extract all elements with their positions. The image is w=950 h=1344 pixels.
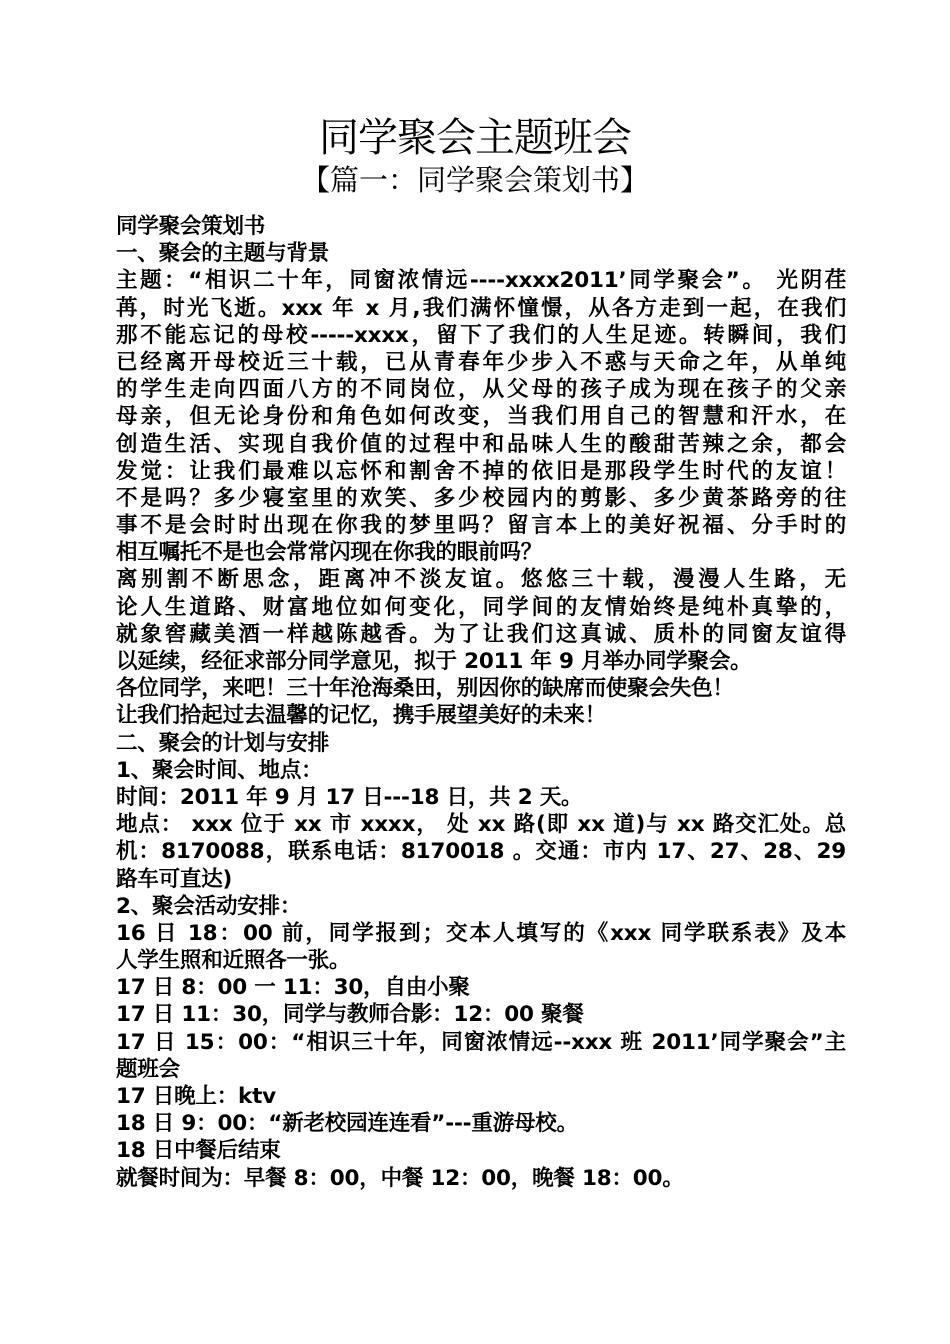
text-line: 18 日 9：00：“新老校园连连看”---重游母校。 bbox=[116, 1111, 578, 1137]
text-line: 一、聚会的主题与背景 bbox=[116, 241, 330, 267]
text-line: 17 日 8：00 一 11：30，自由小聚 bbox=[116, 975, 470, 1001]
text-line: 1、聚会时间、地点： bbox=[116, 757, 323, 783]
text-line: 地点： xxx 位于 xx 市 xxxx， 处 xx 路(即 xx 道)与 xx 路交汇处。总 bbox=[116, 812, 846, 838]
page-subtitle: 【篇一：同学聚会策划书】 bbox=[300, 163, 649, 197]
text-line: 那不能忘记的母校-----xxxx，留下了我们的人生足迹。转瞬间，我们 bbox=[116, 322, 846, 348]
text-line: 不是吗？多少寝室里的欢笑、多少校园内的剪影、多少黄茶路旁的往 bbox=[116, 485, 846, 511]
text-line: 论人生道路、财富地位如何变化，同学间的友情始终是纯朴真挚的， bbox=[116, 594, 846, 620]
text-line: 17 日 15：00：“相识三十年，同窗浓情远--xxx 班 2011’同学聚会”主 bbox=[116, 1029, 846, 1055]
text-line: 机：8170088，联系电话：8170018 。交通：市内 17、27、28、29 bbox=[116, 839, 846, 865]
text-line: 母亲，但无论身份和角色如何改变，当我们用自己的智慧和汗水，在 bbox=[116, 404, 846, 430]
text-line: 以延续，经征求部分同学意见，拟于 2011 年 9 月举办同学聚会。 bbox=[116, 649, 752, 674]
text-line: 就餐时间为：早餐 8：00，中餐 12：00，晚餐 18：00。 bbox=[116, 1165, 684, 1191]
page-title: 同学聚会主题班会 bbox=[319, 115, 631, 161]
text-line: 离别割不断思念，距离冲不淡友谊。悠悠三十载，漫漫人生路，无 bbox=[116, 567, 846, 593]
text-line: 二、聚会的计划与安排 bbox=[116, 730, 330, 756]
text-line: 题班会 bbox=[116, 1056, 180, 1082]
text-line: 16 日 18：00 前，同学报到；交本人填写的《xxx 同学联系表》及本 bbox=[116, 920, 846, 946]
text-line: 17 日 11：30，同学与教师合影：12：00 聚餐 bbox=[116, 1002, 584, 1028]
text-line: 时间：2011 年 9 月 17 日---18 日，共 2 天。 bbox=[116, 784, 583, 810]
text-line: 让我们拾起过去温馨的记忆，携手展望美好的未来！ bbox=[116, 703, 606, 729]
text-line: 主题：“相识二十年，同窗浓情远----xxxx2011’同学聚会”。 光阴荏 bbox=[116, 268, 846, 294]
document-body bbox=[116, 213, 846, 1192]
text-line: 各位同学，来吧！三十年沧海桑田，别因你的缺席而使聚会失色！ bbox=[116, 676, 734, 702]
text-line: 相互嘱托不是也会常常闪现在你我的眼前吗？ bbox=[116, 540, 543, 566]
text-line: 路车可直达) bbox=[116, 866, 233, 892]
text-line: 的学生走向四面八方的不同岗位，从父母的孩子成为现在孩子的父亲 bbox=[116, 377, 846, 403]
text-line: 事不是会时时出现在你我的梦里吗？留言本上的美好祝福、分手时的 bbox=[116, 513, 846, 539]
text-line: 就象窖藏美酒一样越陈越香。为了让我们这真诚、质朴的同窗友谊得 bbox=[116, 621, 846, 647]
text-line: 已经离开母校近三十载，已从青春年少步入不惑与天命之年，从单纯 bbox=[116, 349, 846, 375]
text-line: 2、聚会活动安排： bbox=[116, 893, 302, 919]
text-line: 创造生活、实现自我价值的过程中和品味人生的酸甜苦辣之余，都会 bbox=[116, 431, 846, 457]
text-line: 发觉：让我们最难以忘怀和割舍不掉的依旧是那段学生时代的友谊！ bbox=[116, 458, 846, 484]
text-line: 17 日晚上：ktv bbox=[116, 1084, 276, 1109]
text-line: 人学生照和近照各一张。 bbox=[116, 948, 351, 974]
text-line: 同学聚会策划书 bbox=[116, 214, 266, 239]
text-line: 苒，时光飞逝。xxx 年 x 月,我们满怀憧憬，从各方走到一起，在我们 bbox=[116, 295, 846, 321]
text-line: 18 日中餐后结束 bbox=[116, 1138, 281, 1164]
